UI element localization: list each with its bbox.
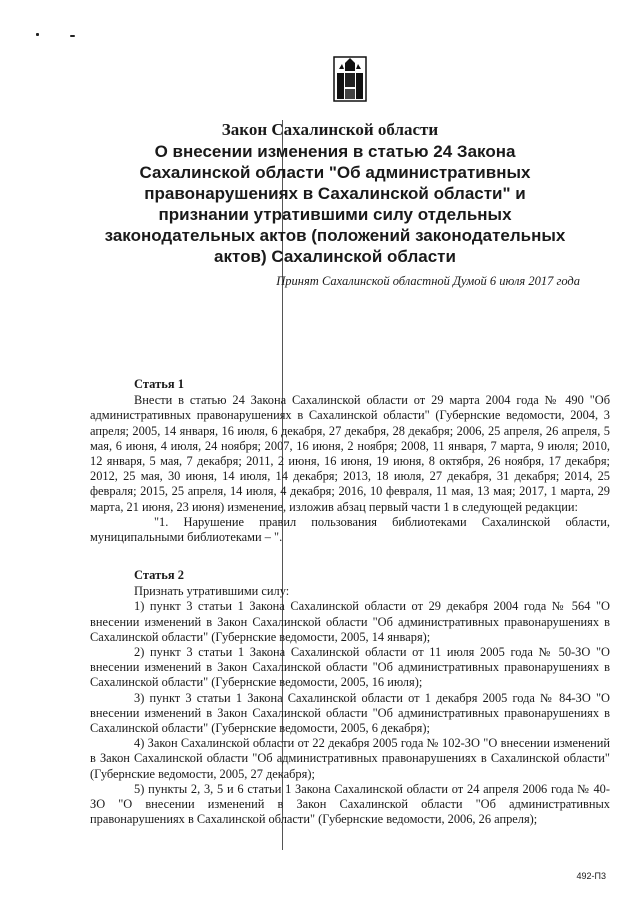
article-1-text: Внести в статью 24 Закона Сахалинской области от 29 марта 2004 года № 490 "Об административных правонарушениях в Сахалинской области" (Губернские ведомости, 2004, 3 апреля; 2005, 14 января, 16 июля, 6 декабря, 27 декабря, 28 декабря; 2006, 25 апреля, 26 апреля, 5 мая, 6 июня, 4 июля, 24 ноября; 2007, 16 июня, 2 ноября; 2008, 11 января, 7 марта, 9 июля; 2010, 12 января, 5 мая, 7 декабря; 2011, 2 июня, 16 июня, 19 июня, 8 октября, 26 ноября, 17 декабря; 2012, 25 мая, 30 июня, 14 июля, 14 декабря; 2013, 18 июля, 27 декабря, 31 декабря; 2014, 25 февраля; 2015, 25 апреля, 14 июля, 4 декабря; 2016, 10 февраля, 11 мая, 13 мая; 2017, 1 марта, 29 марта, 21 июня, 23 июня) изменение, изложив абзац первый части 1 в следующей редакции: <box>90 393 610 514</box>
adoption-note: Принят Сахалинской областной Думой 6 июля 2017 года <box>276 274 580 288</box>
article-2 <box>90 568 610 827</box>
article-2-intro: Признать утратившими силу: <box>134 584 290 599</box>
list-item: 3) пункт 3 статьи 1 Закона Сахалинской области от 1 декабря 2005 года № 84-ЗО "О внесении изменений в Закон Сахалинской области "Об административных правонарушениях в Сахалинской области" (Губернские ведомости, 2005, 6 декабря); <box>90 690 610 736</box>
article-1-quote: "1. Нарушение правил пользования библиотеками Сахалинской области, муниципальными библиотеками – ". <box>90 514 610 545</box>
article-2-heading: Статья 2 <box>134 568 184 582</box>
article-1-heading: Статья 1 <box>134 377 184 391</box>
document-code: 492-П3 <box>576 871 606 881</box>
scan-artifact-dot <box>70 35 75 37</box>
article-1 <box>90 377 610 545</box>
coat-of-arms-icon <box>330 55 370 103</box>
scan-artifact-dot <box>36 33 39 36</box>
list-item: 1) пункт 3 статьи 1 Закона Сахалинской области от 29 декабря 2004 года № 564 "О внесении изменений в Закон Сахалинской области "Об административных правонарушениях в Сахалинской области" (Губернские ведомости, 2005, 14 января); <box>90 599 610 644</box>
law-subject: О внесении изменения в статью 24 Закона Сахалинской области "Об административных правонарушениях в Сахалинской области" и признании утратившими силу отдельных законодательных актов (положений законодательных актов) Сахалинской области <box>104 142 566 266</box>
law-title: Закон Сахалинской области <box>221 120 439 139</box>
list-item: 4) Закон Сахалинской области от 22 декабря 2005 года № 102-ЗО "О внесении изменений в Закон Сахалинской области "Об административных правонарушениях в Сахалинской области" (Губернские ведомости, 2005, 27 декабря); <box>90 736 610 781</box>
list-item: 5) пункты 2, 3, 5 и 6 статьи 1 Закона Сахалинской области от 24 апреля 2006 года № 40-ЗО "О внесении изменений в Закон Сахалинской области "Об административных правонарушениях в Сахалинской области" (Губернские ведомости, 2006, 26 апреля); <box>90 781 610 827</box>
list-item: 2) пункт 3 статьи 1 Закона Сахалинской области от 11 июля 2005 года № 50-ЗО "О внесении изменений в Закон Сахалинской области "Об административных правонарушениях в Сахалинской области" (Губернские ведомости, 2005, 16 июля); <box>90 645 610 690</box>
